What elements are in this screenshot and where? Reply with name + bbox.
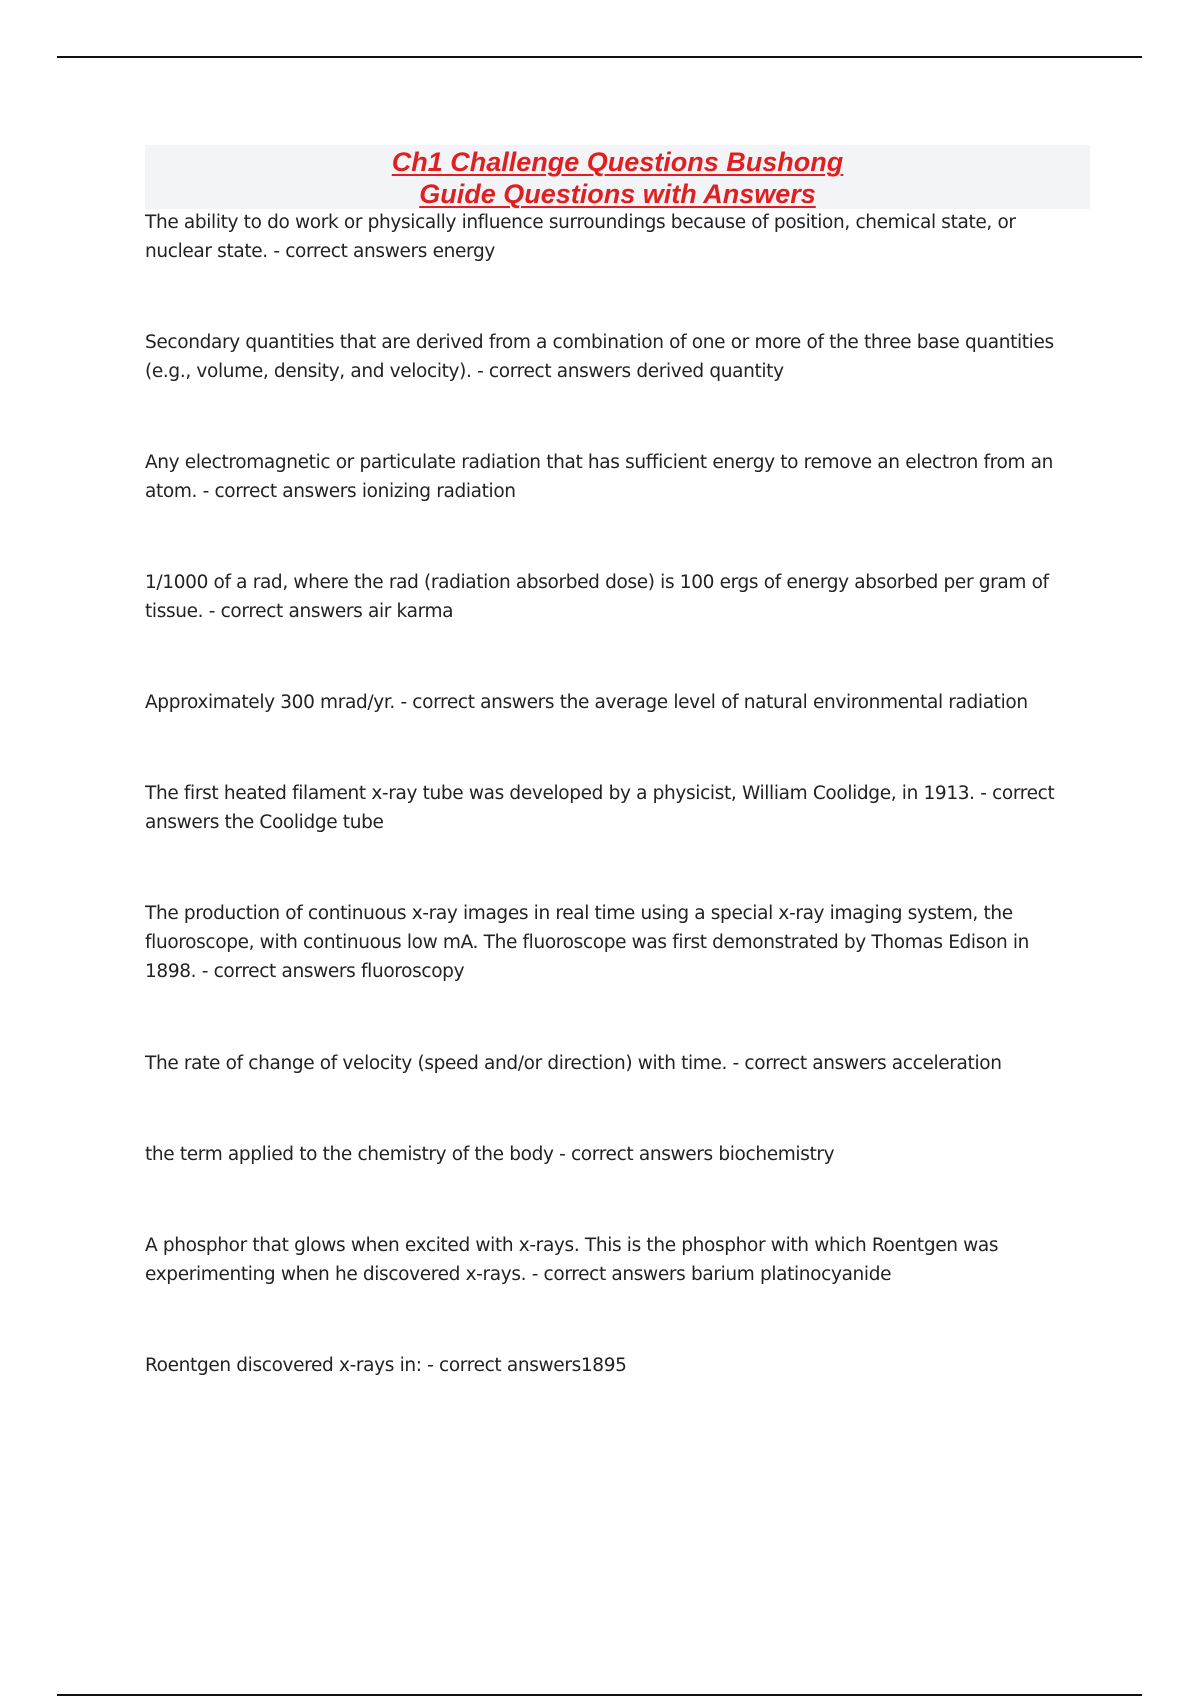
document-title-line-2: Guide Questions with Answers [419, 179, 816, 209]
qa-entry-biochemistry: the term applied to the chemistry of the body - correct answers biochemistry [145, 1144, 835, 1165]
qa-entry-barium-platinocyanide: A phosphor that glows when excited with x-rays. This is the phosphor with which Roentgen was experimenting when he discovered x-rays. - correct answers barium platinocyanide [145, 1235, 999, 1285]
qa-entry-coolidge-tube: The first heated filament x-ray tube was developed by a physicist, William Coolidge, in 1913. - correct answers the Coolidge tube [145, 783, 1055, 833]
qa-entry-fluoroscopy: The production of continuous x-ray images in real time using a special x-ray imaging system, the fluoroscope, with continuous low mA. The fluoroscope was first demonstrated by Thomas Edison in 1898. - correct answers fluoroscopy [145, 903, 1030, 982]
qa-entry-roentgen-1895: Roentgen discovered x-rays in: - correct answers1895 [145, 1355, 627, 1376]
qa-entry-air-karma: 1/1000 of a rad, where the rad (radiation absorbed dose) is 100 ergs of energy absorbed per gram of tissue. - correct answers air karma [145, 572, 1049, 622]
qa-entry-natural-radiation: Approximately 300 mrad/yr. - correct answers the average level of natural environmental radiation [145, 692, 1028, 713]
qa-entry-energy: The ability to do work or physically influence surroundings because of position, chemical state, or nuclear state. - correct answers energy [145, 212, 1016, 262]
qa-entry-ionizing-radiation: Any electromagnetic or particulate radiation that has sufficient energy to remove an electron from an atom. - correct answers ionizing radiation [145, 452, 1054, 502]
qa-entry-derived-quantity: Secondary quantities that are derived from a combination of one or more of the three base quantities (e.g., volume, density, and velocity). - correct answers derived quantity [145, 332, 1054, 382]
header-rule [57, 56, 1142, 58]
qa-entry-acceleration: The rate of change of velocity (speed and/or direction) with time. - correct answers acceleration [145, 1053, 1002, 1074]
footer-rule [57, 1694, 1142, 1696]
document-title-line-1: Ch1 Challenge Questions Bushong [391, 147, 844, 177]
